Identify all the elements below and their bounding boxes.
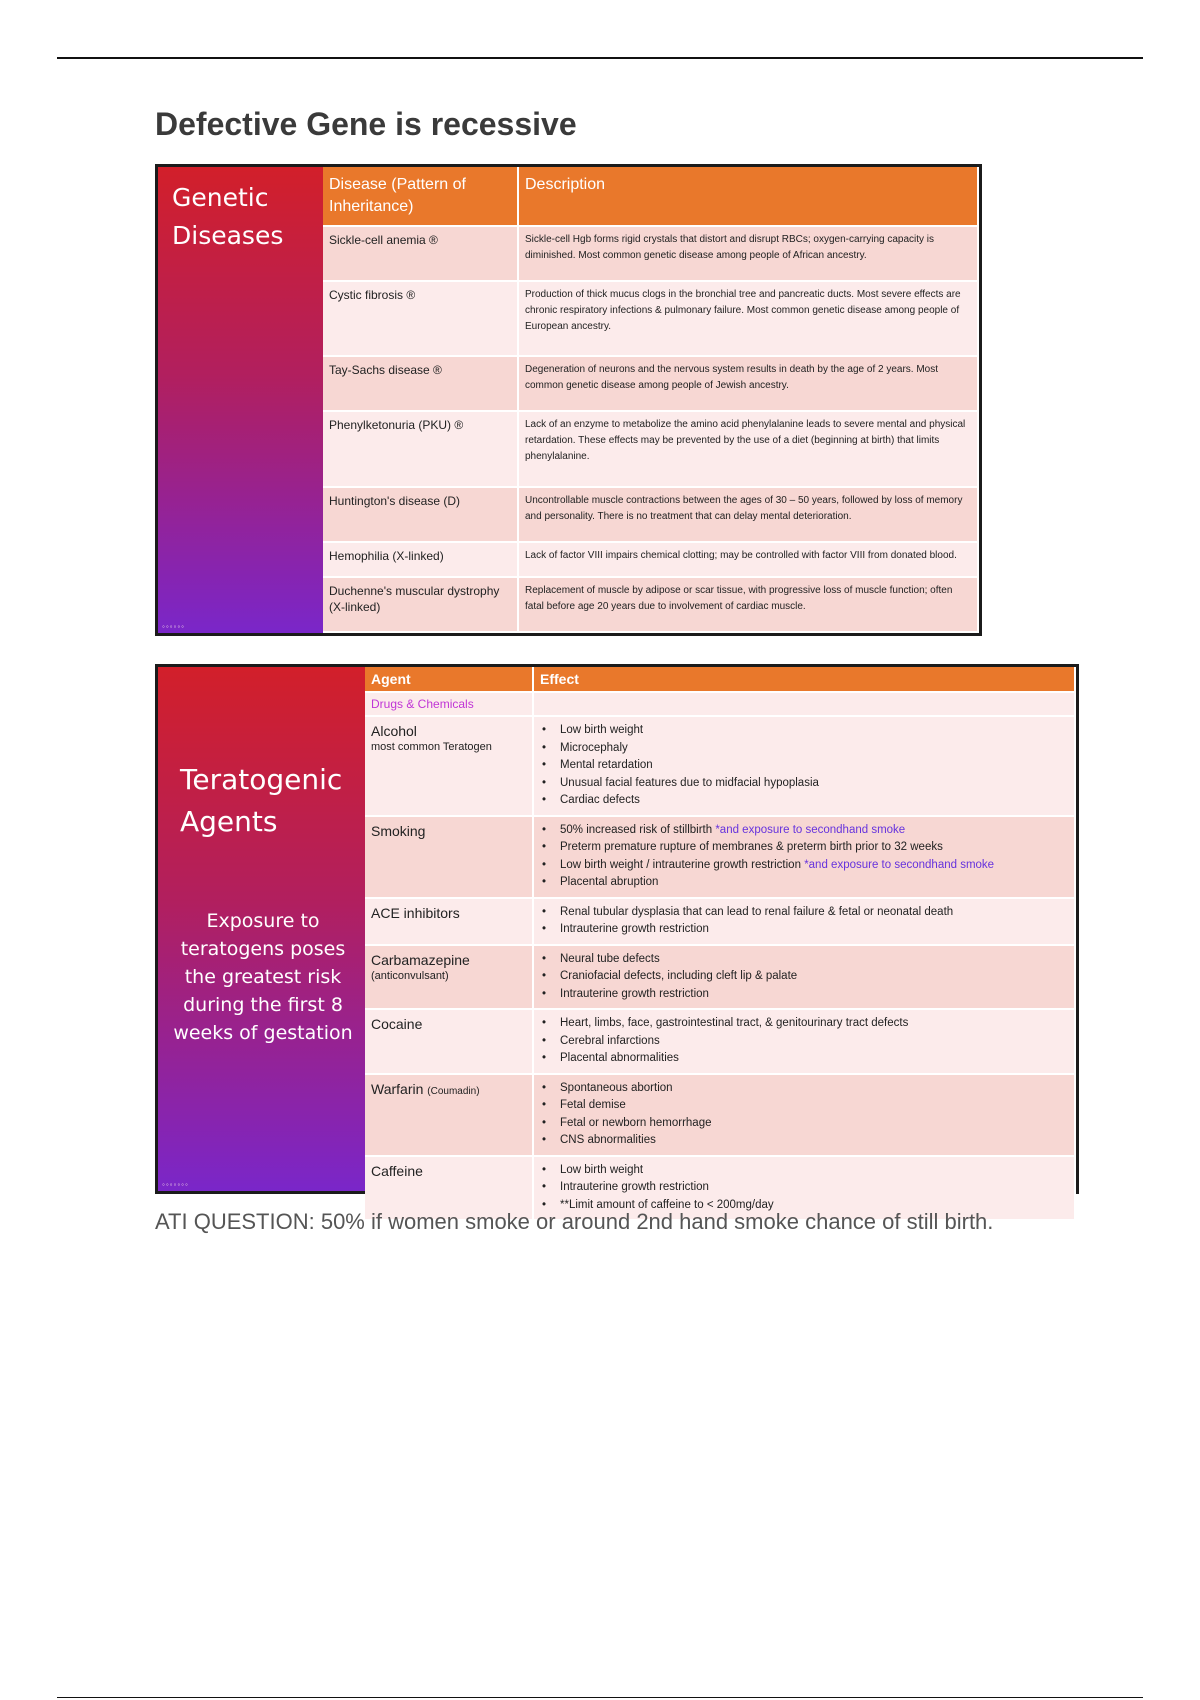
table-row <box>323 487 978 542</box>
table-row <box>323 542 978 577</box>
effect-item: • Intrauterine growth restriction <box>560 1179 1068 1197</box>
agent-name: Carbamazepine <box>371 951 470 968</box>
effect-list <box>540 722 1068 810</box>
terato-side-panel <box>158 667 365 1191</box>
genetic-side-panel <box>158 167 323 633</box>
effect-item: • 50% increased risk of stillbirth *and exposure to secondhand smoke <box>560 822 1068 840</box>
genetic-side-title: Genetic Diseases <box>172 183 284 250</box>
table-row <box>323 356 978 411</box>
table-row <box>323 281 978 356</box>
effect-item: • Microcephaly <box>560 740 1068 758</box>
effect-cell <box>533 1074 1075 1156</box>
table-row <box>365 945 1075 1010</box>
effect-item: • Unusual facial features due to midfacial hypoplasia <box>560 775 1068 793</box>
agent-cell <box>365 716 533 816</box>
slide-controls-icon: ◦◦◦◦◦◦◦ <box>162 1180 189 1189</box>
disease-cell: Cystic fibrosis ® <box>323 281 518 356</box>
agent-cell <box>365 816 533 898</box>
effect-item: • Intrauterine growth restriction <box>560 986 1068 1004</box>
effect-cell <box>533 716 1075 816</box>
col-agent-header: Agent <box>365 667 533 692</box>
category-label: Drugs & Chemicals <box>365 692 533 716</box>
page-heading: Defective Gene is recessive <box>155 106 577 142</box>
effect-item: • Low birth weight / intrauterine growth restriction *and exposure to secondhand smoke <box>560 857 1068 875</box>
disease-cell: Duchenne's muscular dystrophy (X-linked) <box>323 577 518 632</box>
description-cell: Lack of an enzyme to metabolize the amino acid phenylalanine leads to severe mental and physical retardation. These effects may be prevented by the use of a diet (beginning at birth) that limits phenylalanine. <box>518 411 978 486</box>
effect-list <box>540 1080 1068 1150</box>
effect-list <box>540 904 1068 939</box>
effect-item: • Craniofacial defects, including cleft lip & palate <box>560 968 1068 986</box>
effect-list <box>540 822 1068 892</box>
teratogenic-agents-slide <box>155 664 1079 1211</box>
effect-item: • Placental abnormalities <box>560 1050 1068 1068</box>
disease-cell: Tay-Sachs disease ® <box>323 356 518 411</box>
agent-subtitle: (anticonvulsant) <box>371 969 449 982</box>
effect-item: • Renal tubular dysplasia that can lead to renal failure & fetal or neonatal death <box>560 904 1068 922</box>
description-cell: Lack of factor VIII impairs chemical clotting; may be controlled with factor VIII from donated blood. <box>518 542 978 577</box>
col-effect-header: Effect <box>533 667 1075 692</box>
effect-item: • Neural tube defects <box>560 951 1068 969</box>
effect-item: • Heart, limbs, face, gastrointestinal tract, & genitourinary tract defects <box>560 1015 1068 1033</box>
effect-item: • Spontaneous abortion <box>560 1080 1068 1098</box>
effect-list <box>540 1015 1068 1068</box>
agent-cell <box>365 945 533 1010</box>
table-row <box>365 716 1075 816</box>
disease-cell: Phenylketonuria (PKU) ® <box>323 411 518 486</box>
agent-name: Smoking <box>371 822 426 839</box>
effect-item: • Intrauterine growth restriction <box>560 921 1068 939</box>
description-cell: Sickle-cell Hgb forms rigid crystals that distort and disrupt RBCs; oxygen-carrying capacity is diminished. Most common genetic disease among people of African ancestry. <box>518 226 978 281</box>
description-cell: Production of thick mucus clogs in the bronchial tree and pancreatic ducts. Most severe effects are chronic respiratory infections & pulmonary failure. Most common genetic disease among people of European ancestry. <box>518 281 978 356</box>
description-cell: Replacement of muscle by adipose or scar tissue, with progressive loss of muscle function; often fatal before age 20 years due to involvement of cardiac muscle. <box>518 577 978 632</box>
effect-item: • Cerebral infarctions <box>560 1033 1068 1051</box>
effect-item: • CNS abnormalities <box>560 1132 1068 1150</box>
effect-note: *and exposure to secondhand smoke <box>804 858 995 871</box>
table-row <box>365 1074 1075 1156</box>
effect-item: • Cardiac defects <box>560 792 1068 810</box>
effect-item: • Placental abruption <box>560 874 1068 892</box>
terato-side-title: Teratogenic Agents <box>180 763 343 838</box>
effect-note: *and exposure to secondhand smoke <box>715 823 906 836</box>
teratogenic-agents-table <box>365 667 1076 1221</box>
agent-subtitle: (Coumadin) <box>427 1085 480 1097</box>
description-cell: Uncontrollable muscle contractions between the ages of 30 – 50 years, followed by loss of memory and personality. There is no treatment that can delay mental deterioration. <box>518 487 978 542</box>
agent-name: ACE inhibitors <box>371 904 460 921</box>
disease-cell: Hemophilia (X-linked) <box>323 542 518 577</box>
agent-name: Alcohol <box>371 723 417 739</box>
table-row <box>323 577 978 632</box>
table-row <box>365 1009 1075 1074</box>
agent-name: Caffeine <box>371 1162 423 1179</box>
agent-cell <box>365 1074 533 1156</box>
agent-name: Cocaine <box>371 1016 423 1032</box>
terato-side-note: Exposure to teratogens poses the greatest risk during the first 8 weeks of gestation <box>173 910 353 1044</box>
effect-item: • Low birth weight <box>560 1162 1068 1180</box>
effect-cell <box>533 898 1075 945</box>
table-row <box>323 411 978 486</box>
effect-item: • Preterm premature rupture of membranes & preterm birth prior to 32 weeks <box>560 839 1068 857</box>
effect-list <box>540 951 1068 1004</box>
ati-question-note: ATI QUESTION: 50% if women smoke or around 2nd hand smoke chance of still birth. <box>155 1209 994 1234</box>
top-rule <box>57 57 1143 59</box>
agent-subtitle: most common Teratogen <box>371 741 492 753</box>
disease-cell: Sickle-cell anemia ® <box>323 226 518 281</box>
effect-item: • Fetal demise <box>560 1097 1068 1115</box>
effect-cell <box>533 1009 1075 1074</box>
effect-cell <box>533 945 1075 1010</box>
genetic-diseases-table <box>323 167 979 633</box>
table-row <box>365 816 1075 898</box>
effect-item: • Fetal or newborn hemorrhage <box>560 1115 1068 1133</box>
genetic-diseases-slide <box>155 164 982 636</box>
table-row <box>323 226 978 281</box>
col-disease-header: Disease (Pattern of Inheritance) <box>323 167 518 226</box>
effect-item: • Mental retardation <box>560 757 1068 775</box>
agent-cell <box>365 898 533 945</box>
col-description-header: Description <box>518 167 978 226</box>
agent-name: Warfarin <box>371 1080 424 1097</box>
slide-controls-icon: ◦◦◦◦◦◦ <box>162 622 186 631</box>
effect-item: • Low birth weight <box>560 722 1068 740</box>
effect-item: • **Limit amount of caffeine to < 200mg/day <box>560 1197 1068 1215</box>
category-row <box>365 692 1075 716</box>
bottom-rule <box>57 1697 1143 1698</box>
disease-cell: Huntington's disease (D) <box>323 487 518 542</box>
agent-cell <box>365 1009 533 1074</box>
description-cell: Degeneration of neurons and the nervous system results in death by the age of 2 years. Most common genetic disease among people of Jewish ancestry. <box>518 356 978 411</box>
table-row <box>365 898 1075 945</box>
effect-cell <box>533 816 1075 898</box>
